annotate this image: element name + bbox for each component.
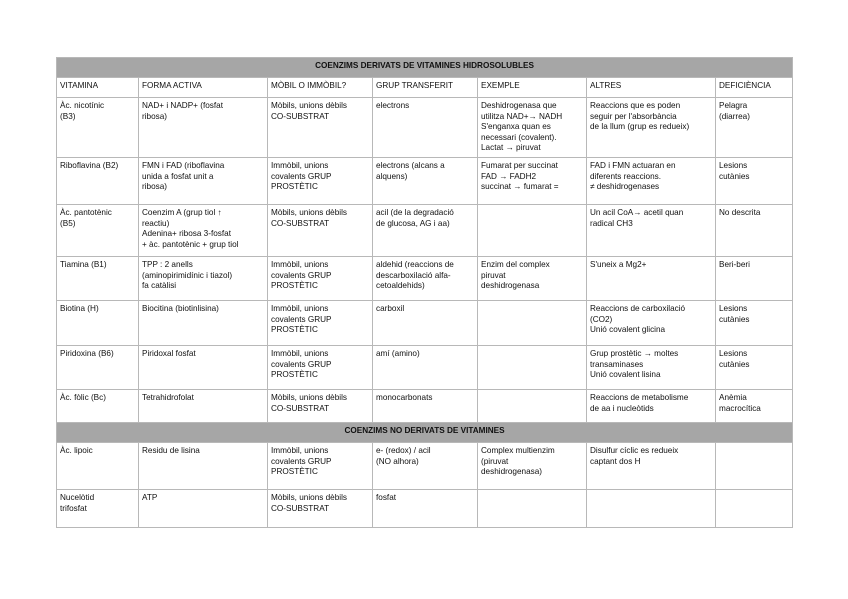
table-row [57, 256, 793, 300]
table-cell: Lesions cutànies [716, 345, 793, 389]
table-cell: Àc. pantotènic (B5) [57, 204, 139, 256]
table-cell [478, 489, 587, 527]
table-cell: Residu de lisina [139, 442, 268, 489]
table-row [57, 442, 793, 489]
column-header-row [57, 78, 793, 98]
table-cell: electrons [373, 98, 478, 158]
table-cell: Reaccions que es poden seguir per l'absorbància de la llum (grup es redueix) [587, 98, 716, 158]
column-header: DEFICIÈNCIA [716, 78, 793, 98]
table-cell [478, 204, 587, 256]
table-cell: Coenzim A (grup tiol ↑ reactiu) Adenina+ ribosa 3-fosfat + àc. pantotènic + grup tiol [139, 204, 268, 256]
table-cell: e- (redox) / acil (NO alhora) [373, 442, 478, 489]
table-cell: Enzim del complex piruvat deshidrogenasa [478, 256, 587, 300]
column-header: ALTRES [587, 78, 716, 98]
table-cell: FAD i FMN actuaran en diferents reaccions. ≠ deshidrogenases [587, 157, 716, 204]
table-cell: Immòbil, unions covalents GRUP PROSTÈTIC [268, 157, 373, 204]
table-row [57, 489, 793, 527]
table-cell: ATP [139, 489, 268, 527]
table-cell: monocarbonats [373, 389, 478, 422]
table-cell: FMN i FAD (riboflavina unida a fosfat unit a ribosa) [139, 157, 268, 204]
table-cell: No descrita [716, 204, 793, 256]
table-cell: Mòbils, unions dèbils CO-SUBSTRAT [268, 489, 373, 527]
table-row [57, 157, 793, 204]
table-row [57, 98, 793, 158]
table-cell: Anèmia macrocítica [716, 389, 793, 422]
table-row [57, 204, 793, 256]
table-cell: Tetrahidrofolat [139, 389, 268, 422]
table-cell: Deshidrogenasa que utilitza NAD+→ NADH S'enganxa quan es necessari (covalent). Lactat → piruvat [478, 98, 587, 158]
table-cell: Àc. lipoic [57, 442, 139, 489]
table-cell: Piridoxina (B6) [57, 345, 139, 389]
section-header-row [57, 422, 793, 442]
table-cell: Reaccions de carboxilació (CO2) Unió covalent glicina [587, 300, 716, 345]
column-header: EXEMPLE [478, 78, 587, 98]
table-cell: Nucelòtid trifosfat [57, 489, 139, 527]
table-cell: Biocitina (biotinlisina) [139, 300, 268, 345]
column-header: GRUP TRANSFERIT [373, 78, 478, 98]
table-cell: fosfat [373, 489, 478, 527]
column-header: VITAMINA [57, 78, 139, 98]
table-cell [716, 489, 793, 527]
table-cell: S'uneix a Mg2+ [587, 256, 716, 300]
table-cell: Complex multienzim (piruvat deshidrogenasa) [478, 442, 587, 489]
table-cell: Disulfur cíclic es redueix captant dos H [587, 442, 716, 489]
table-cell: acil (de la degradació de glucosa, AG i aa) [373, 204, 478, 256]
table-cell: Grup prostètic → moltes transaminases Unió covalent lisina [587, 345, 716, 389]
table-cell: Àc. fòlic (Bc) [57, 389, 139, 422]
table-body [57, 58, 793, 528]
table-cell: Beri-beri [716, 256, 793, 300]
table-cell: Àc. nicotínic (B3) [57, 98, 139, 158]
table-cell: Fumarat per succinat FAD → FADH2 succinat → fumarat = [478, 157, 587, 204]
table-cell [478, 300, 587, 345]
table-cell: Immòbil, unions covalents GRUP PROSTÈTIC [268, 256, 373, 300]
table-cell: Pelagra (diarrea) [716, 98, 793, 158]
table-cell: TPP : 2 anells (aminopirimidínic i tiazol) fa catàlisi [139, 256, 268, 300]
table-cell [478, 389, 587, 422]
table-cell: Immòbil, unions covalents GRUP PROSTÈTIC [268, 300, 373, 345]
column-header: FORMA ACTIVA [139, 78, 268, 98]
table-cell: Piridoxal fosfat [139, 345, 268, 389]
table-cell: Lesions cutànies [716, 300, 793, 345]
table-row [57, 345, 793, 389]
table-cell: Un acil CoA→ acetil quan radical CH3 [587, 204, 716, 256]
table-cell: Mòbils, unions dèbils CO-SUBSTRAT [268, 389, 373, 422]
coenzymes-table [56, 57, 793, 528]
table-cell: Biotina (H) [57, 300, 139, 345]
table-cell: amí (amino) [373, 345, 478, 389]
table-cell: electrons (alcans a alquens) [373, 157, 478, 204]
table-cell: Immòbil, unions covalents GRUP PROSTÈTIC [268, 442, 373, 489]
section-title: COENZIMS NO DERIVATS DE VITAMINES [57, 422, 793, 442]
section-title: COENZIMS DERIVATS DE VITAMINES HIDROSOLUBLES [57, 58, 793, 78]
table-cell: aldehid (reaccions de descarboxilació alfa- cetoaldehids) [373, 256, 478, 300]
table-row [57, 300, 793, 345]
section-header-row [57, 58, 793, 78]
table-row [57, 389, 793, 422]
table-cell: carboxil [373, 300, 478, 345]
table-cell: Mòbils, unions dèbils CO-SUBSTRAT [268, 98, 373, 158]
table-cell: Mòbils, unions dèbils CO-SUBSTRAT [268, 204, 373, 256]
table-cell: Tiamina (B1) [57, 256, 139, 300]
table-cell [716, 442, 793, 489]
table-cell: Riboflavina (B2) [57, 157, 139, 204]
table-cell [478, 345, 587, 389]
table-cell [587, 489, 716, 527]
column-header: MÒBIL O IMMÒBIL? [268, 78, 373, 98]
table-cell: Lesions cutànies [716, 157, 793, 204]
table-cell: Reaccions de metabolisme de aa i nucleòtids [587, 389, 716, 422]
table-cell: Immòbil, unions covalents GRUP PROSTÈTIC [268, 345, 373, 389]
table-cell: NAD+ i NADP+ (fosfat ribosa) [139, 98, 268, 158]
